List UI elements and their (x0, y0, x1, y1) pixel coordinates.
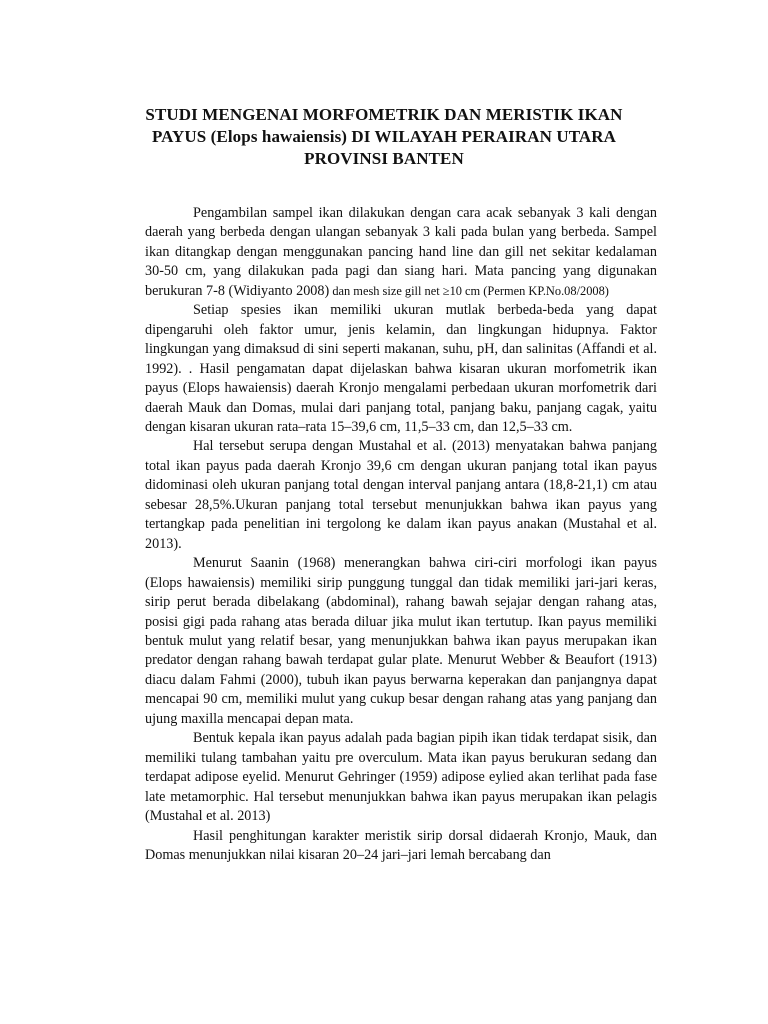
paragraph-text: Pengambilan sampel ikan dilakukan dengan cara acak sebanyak 3 kali dengan daerah yang berbeda dengan ulangan sebanyak 3 kali pada bulan yang berbeda. Sampel ikan ditangkap dengan menggunakan pancing hand line dan gill net sekitar kedalaman 30-50 cm, yang dilakukan pada pagi dan siang hari. Mata pancing yang digunakan berukuran 7-8 (Widiyanto 2008) (145, 205, 657, 299)
paragraph-morphology (145, 554, 657, 729)
paragraph-meristic (145, 827, 657, 866)
paragraph-sampling (145, 204, 657, 301)
title-line: STUDI MENGENAI MORFOMETRIK DAN MERISTIK IKAN (145, 105, 623, 124)
paragraph-text: Menurut Saanin (1968) menerangkan bahwa ciri-ciri morfologi ikan payus (Elops hawaiensis) memiliki sirip punggung tunggal dan tidak memiliki jari-jari keras, sirip perut berada dibelakang (abdominal), rahang bawah sejajar dengan rahang atas, posisi gigi pada rahang atas berada diluar jika mulut ikan tertutup. Ikan payus memiliki bentuk mulut yang relatif besar, yang menunjukkan bahwa ikan payus merupakan ikan predator dengan rahang bawah terdapat gular plate. Menurut Webber & Beaufort (1913) diacu dalam Fahmi (2000), tubuh ikan payus berwarna keperakan dan panjangnya dapat mencapai 90 cm, memiliki mulut yang cukup besar dengan rahang atas yang panjang dan ujung maxilla mencapai depan mata. (145, 555, 657, 727)
paragraph-text: Bentuk kepala ikan payus adalah pada bagian pipih ikan tidak terdapat sisik, dan memiliki tulang tambahan yaitu pre overculum. Mata ikan payus berukuran sedang dan terdapat adipose eyelid. Menurut Gehringer (1959) adipose eylied akan terlihat pada fase late metamorphic. Hal tersebut menunjukkan bahwa ikan payus merupakan ikan pelagis (Mustahal et al. 2013) (145, 730, 657, 825)
paragraph-text: Hal tersebut serupa dengan Mustahal et al. (2013) menyatakan bahwa panjang total ikan payus pada daerah Kronjo 39,6 cm dengan ukuran panjang total ikan payus didominasi oleh ukuran panjang total dengan interval panjang antara (18,8-21,1) cm atau sebesar 28,5%.Ukuran panjang total tersebut menunjukkan bahwa ikan payus yang tertangkap pada penelitian ini tergolong ke dalam ikan payus anakan (Mustahal et al. 2013). (145, 438, 657, 552)
paragraph-text: Setiap spesies ikan memiliki ukuran mutlak berbeda-beda yang dapat dipengaruhi oleh faktor umur, jenis kelamin, dan lingkungan hidupnya. Faktor lingkungan yang dimaksud di sini seperti makanan, suhu, pH, dan salinitas (Affandi et al. 1992). . Hasil pengamatan dapat dijelaskan bahwa kisaran ukuran morfometrik ikan payus (Elops hawaiensis) daerah Kronjo mengalami perbedaan ukuran morfometrik dari daerah Mauk dan Domas, mulai dari panjang total, panjang baku, panjang cagak, yaitu dengan kisaran ukuran rata–rata 15–39,6 cm, 11,5–33 cm, dan 12,5–33 cm. (145, 302, 657, 435)
paragraph-head-shape (145, 729, 657, 826)
paragraph-morphometric (145, 301, 657, 437)
title-line: PAYUS (Elops hawaiensis) DI WILAYAH PERAIRAN UTARA (151, 127, 617, 146)
title-line: PROVINSI BANTEN (304, 149, 464, 168)
document-title (130, 104, 638, 170)
paragraph-total-length (145, 437, 657, 554)
document-body (145, 204, 657, 865)
paragraph-small-text: dan mesh size gill net ≥10 cm (Permen KP.No.08/2008) (329, 283, 609, 298)
paragraph-text: Hasil penghitungan karakter meristik sirip dorsal didaerah Kronjo, Mauk, dan Domas menunjukkan nilai kisaran 20–24 jari–jari lemah bercabang dan (145, 827, 657, 863)
